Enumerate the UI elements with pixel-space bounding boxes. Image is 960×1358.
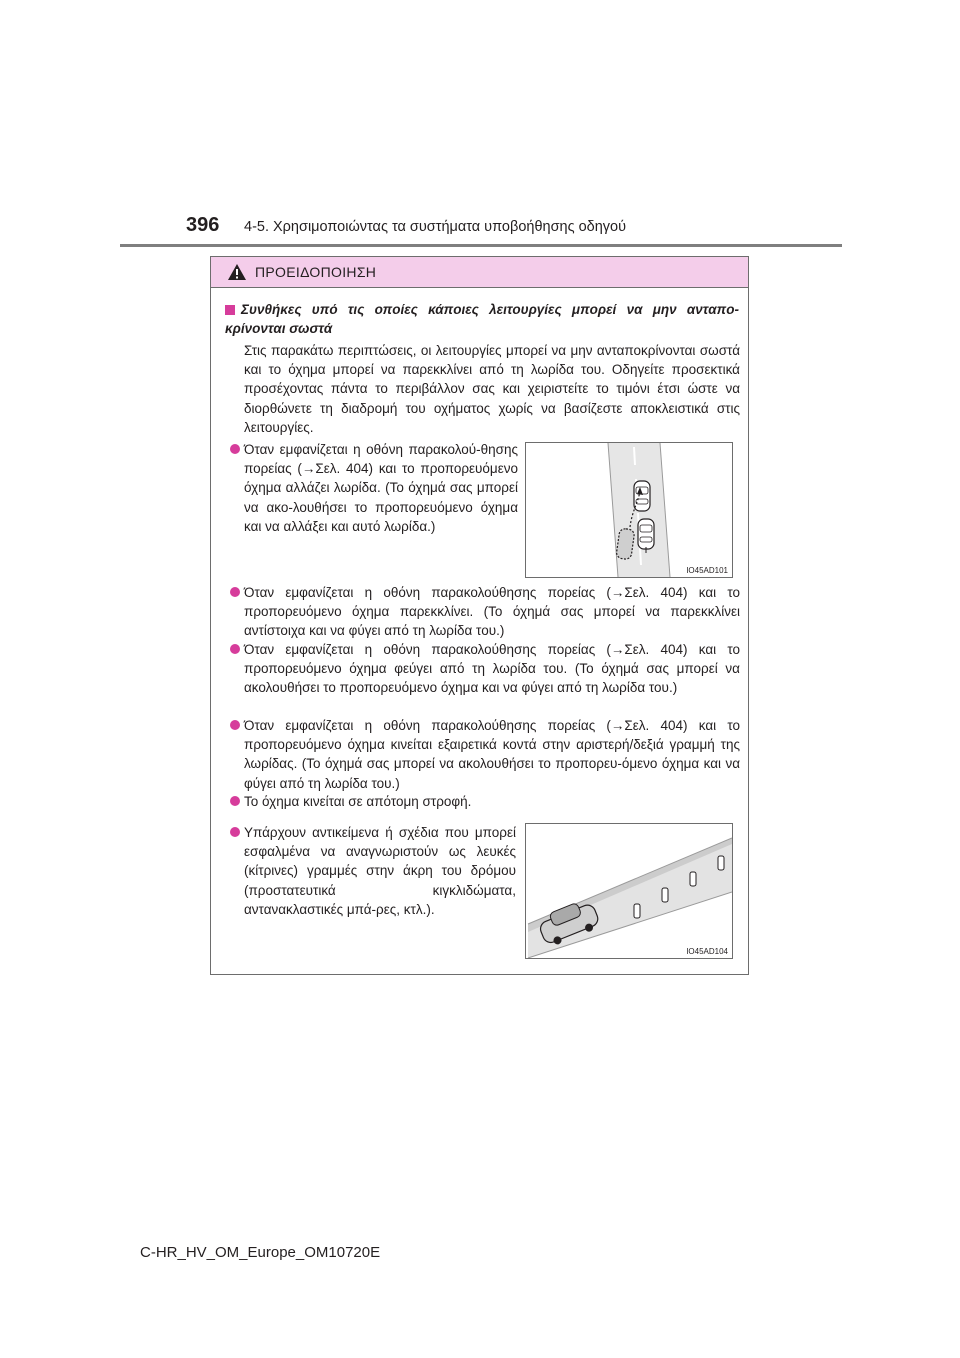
bullet-text: Όταν εμφανίζεται η οθόνη παρακολού-θησης πορείας (→Σελ. 404) και το προπορευόμενο όχημα αλλάζει λωρίδα. (Το όχημά σας μπορεί να ακο-λουθήσει το προπορευόμενο όχημα και να αλλάξει και αυτό λωρίδα.) — [244, 442, 518, 534]
bullet-dot-icon — [230, 827, 240, 837]
bullet-dot-icon — [230, 796, 240, 806]
bullet-text: Όταν εμφανίζεται η οθόνη παρακολούθησης πορείας (→Σελ. 404) και το προπορευόμενο όχημα κινείται εξαιρετικά κοντά στην αριστερή/δεξιά γραμμή της λωρίδας. (Το όχημά σας μπορεί να ακολουθήσει το προπορευ-όμενο όχημα και να φύγει από τη λωρίδα του.) — [244, 718, 740, 791]
bullet-item — [244, 440, 518, 536]
bullet-text: Όταν εμφανίζεται η οθόνη παρακολούθησης πορείας (→Σελ. 404) και το προπορευόμενο όχημα παρεκκλίνει. (Το όχημά σας μπορεί να παρεκκλίνει αντίστοιχα και να φύγει από τη λωρίδα του.) — [244, 585, 740, 639]
square-bullet-icon — [225, 305, 235, 315]
roadside-objects-illustration-icon — [526, 824, 732, 958]
page-number: 396 — [186, 214, 220, 236]
bullet-item — [244, 716, 740, 793]
bullet-dot-icon — [230, 720, 240, 730]
bullet-item — [244, 583, 740, 641]
section-title: 4-5. Χρησιμοποιώντας τα συστήματα υποβοήθησης οδηγού — [244, 219, 627, 235]
warning-box — [210, 256, 749, 975]
warning-heading — [225, 300, 739, 338]
warning-heading-text: Συνθήκες υπό τις οποίες κάποιες λειτουργίες μπορεί να μην ανταπο-κρίνονται σωστά — [225, 302, 739, 336]
bullet-dot-icon — [230, 644, 240, 654]
footer-doc-id: C-HR_HV_OM_Europe_OM10720E — [140, 1244, 381, 1261]
figure-code: IO45AD101 — [686, 566, 728, 575]
warning-paragraph: Στις παρακάτω περιπτώσεις, οι λειτουργίες μπορεί να μην ανταποκρίνονται σωστά και το όχημα μπορεί να παρεκκλίνει από τη λωρίδα του. Οδηγείτε προσεκτικά προσέχοντας πάντα το περιβάλλον σας και χειριστείτε το τιμόνι έτσι ώστε να διορθώνετε τη διαδρομή του οχήματος χωρίς να βασίζεστε αποκλειστικά στις λειτουργίες. — [244, 343, 740, 435]
bullet-dot-icon — [230, 587, 240, 597]
page-header — [186, 214, 846, 244]
figure-code: IO45AD104 — [686, 947, 728, 956]
warning-title: ΠΡΟΕΙΔΟΠΟΙΗΣΗ — [255, 264, 377, 280]
header-divider — [120, 244, 842, 247]
bullet-text: Όταν εμφανίζεται η οθόνη παρακολούθησης πορείας (→Σελ. 404) και το προπορευόμενο όχημα φεύγει από τη λωρίδα του. (Το όχημά σας μπορεί να ακολουθήσει το προπορευόμενο όχημα και να φύγει από τη λωρίδα του.) — [244, 642, 740, 696]
figure-lane-change — [525, 442, 733, 578]
bullet-item — [244, 823, 516, 919]
bullet-item — [244, 640, 740, 698]
bullet-text: Το όχημα κινείται σε απότομη στροφή. — [244, 794, 472, 809]
warning-triangle-icon — [227, 263, 247, 281]
figure-roadside-objects — [525, 823, 733, 959]
warning-header — [211, 257, 748, 288]
bullet-item — [244, 792, 740, 811]
lane-change-illustration-icon — [526, 443, 732, 577]
bullet-text: Υπάρχουν αντικείμενα ή σχέδια που μπορεί εσφαλμένα να αναγνωριστούν ως λευκές (κίτρινες) γραμμές στην άκρη του δρόμου (προστατευτικά κιγκλιδώματα, αντανακλαστικές μπά-ρες, κτλ.). — [244, 825, 516, 917]
bullet-dot-icon — [230, 444, 240, 454]
